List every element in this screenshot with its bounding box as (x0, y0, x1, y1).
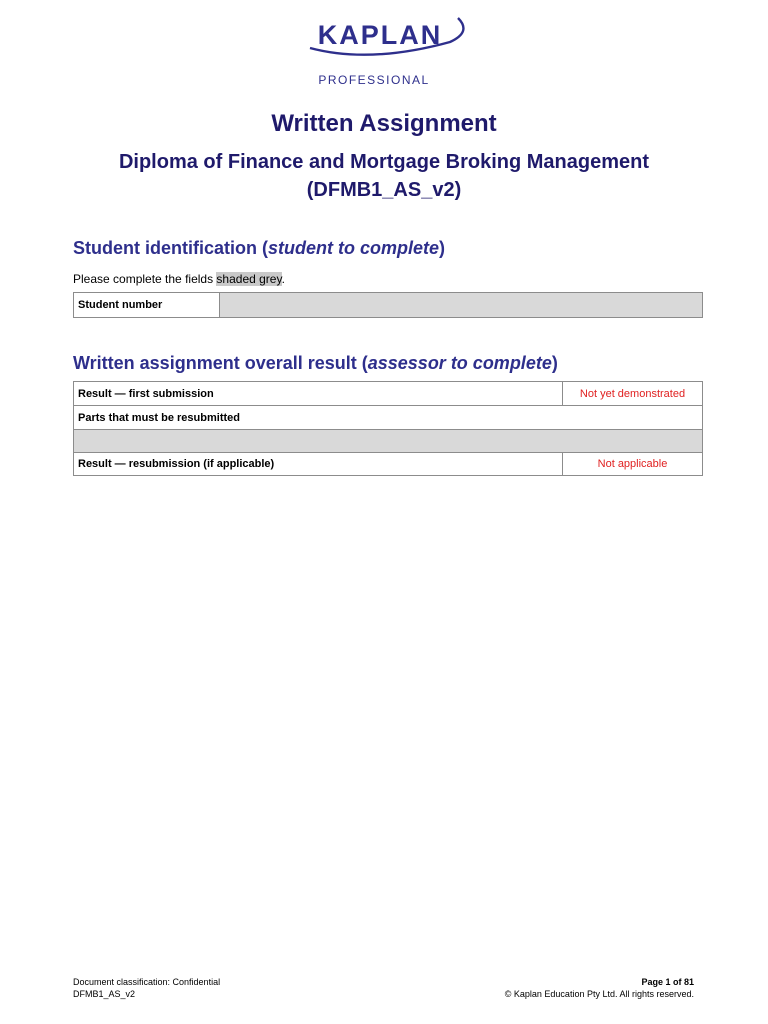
course-code: (DFMB1_AS_v2) (306, 179, 462, 201)
heading-italic-text: assessor to complete (367, 353, 552, 373)
student-identification-heading (73, 238, 445, 259)
document-classification: Document classification: Confidential (73, 977, 221, 987)
overall-result-table (73, 381, 703, 476)
heading-text: Student identification ( (73, 238, 268, 258)
student-number-field[interactable] (220, 293, 703, 318)
first-submission-label: Result — first submission (74, 382, 563, 406)
logo-brand: KAPLAN (317, 20, 443, 50)
footer-left (73, 976, 220, 1000)
document-subtitle (0, 148, 768, 204)
resubmission-label: Result — resubmission (if applicable) (74, 453, 563, 476)
heading-italic-text: student to complete (268, 238, 440, 258)
course-name: Diploma of Finance and Mortgage Broking Management (118, 151, 650, 173)
document-code: DFMB1_AS_v2 (73, 989, 136, 999)
student-identification-table (73, 292, 703, 318)
resubmission-result[interactable]: Not applicable (563, 453, 703, 476)
instruction-suffix: . (281, 272, 285, 286)
heading-close: ) (551, 353, 558, 373)
student-number-label: Student number (74, 293, 220, 318)
footer-right (505, 976, 694, 1000)
heading-text: Written assignment overall result ( (73, 353, 368, 373)
page-number: Page 1 of 81 (641, 977, 694, 987)
overall-result-heading (73, 353, 558, 374)
document-title: Written Assignment (271, 110, 497, 137)
first-submission-result[interactable]: Not yet demonstrated (563, 382, 703, 406)
heading-close: ) (439, 238, 446, 258)
copyright-notice: © Kaplan Education Pty Ltd. All rights reserved. (504, 989, 694, 999)
logo-tagline: PROFESSIONAL (318, 73, 430, 87)
instruction-prefix: Please complete the fields (73, 272, 217, 286)
kaplan-logo (300, 12, 470, 92)
instruction-text (73, 272, 285, 286)
resubmit-parts-field[interactable] (74, 430, 703, 453)
resubmit-parts-label: Parts that must be resubmitted (74, 406, 703, 430)
instruction-highlight: shaded grey (216, 272, 282, 286)
